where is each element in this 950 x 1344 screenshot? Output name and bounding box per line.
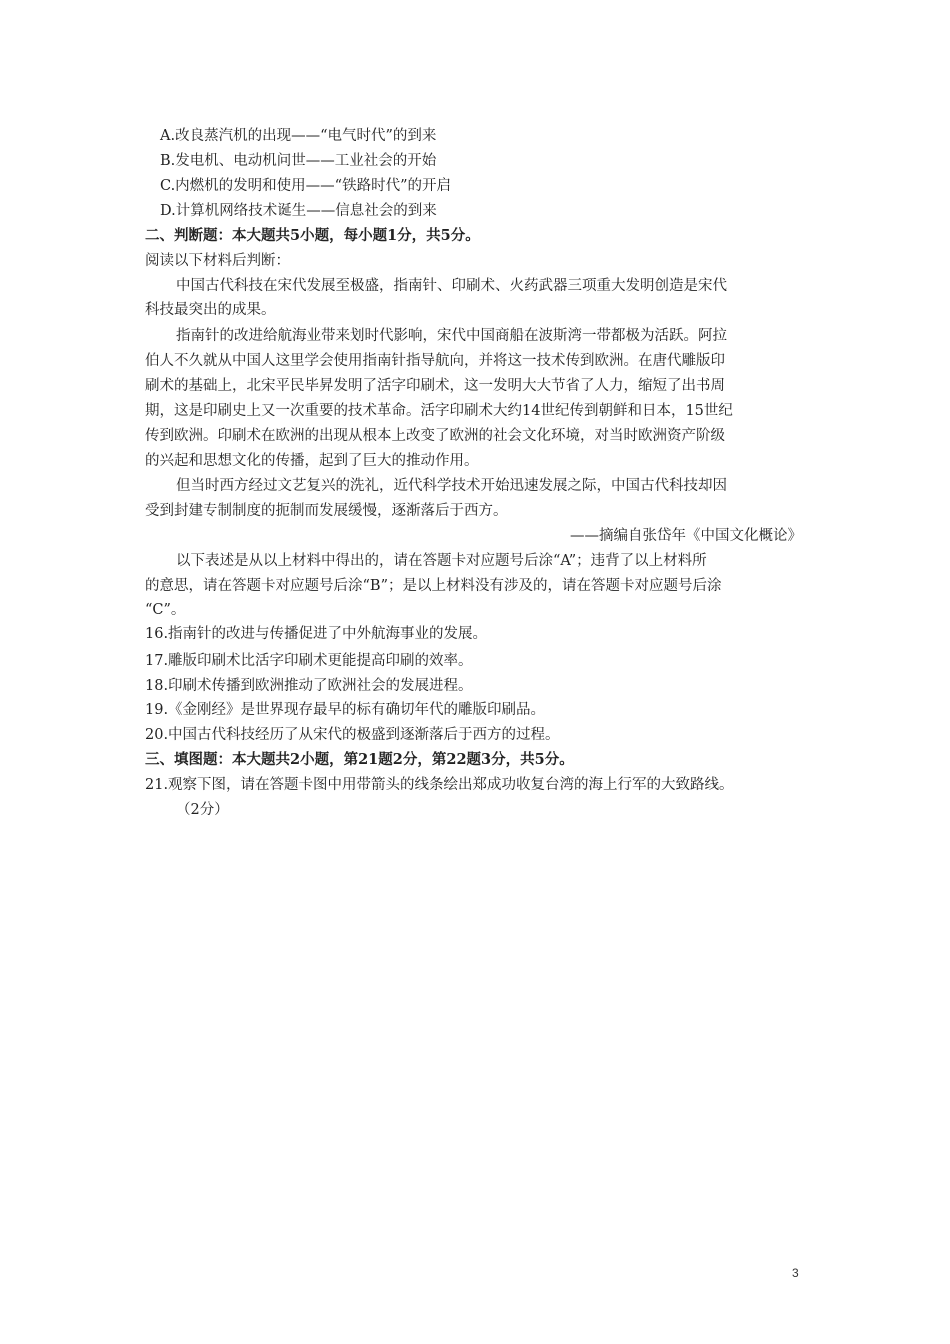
question-18: 18.印刷术传播到欧洲推动了欧洲社会的发展进程。 — [145, 678, 473, 694]
passage-line: 期，这是印刷史上又一次重要的技术革命。活字印刷术大约14世纪传到朝鲜和日本，15世纪 — [145, 403, 733, 419]
passage-line: 刷术的基础上，北宋平民毕昇发明了活字印刷术，这一发明大大节省了人力，缩短了出书周 — [145, 378, 725, 394]
question-17: 17.雕版印刷术比活字印刷术更能提高印刷的效率。 — [145, 653, 473, 669]
passage-source: ——摘编自张岱年《中国文化概论》 — [570, 528, 802, 544]
passage-line: 中国古代科技在宋代发展至极盛，指南针、印刷术、火药武器三项重大发明创造是宋代 — [176, 278, 727, 294]
passage-line: 伯人不久就从中国人这里学会使用指南针指导航向，并将这一技术传到欧洲。在唐代雕版印 — [145, 353, 725, 369]
question-21-points: （2分） — [176, 802, 229, 818]
instruction-line: 以下表述是从以上材料中得出的，请在答题卡对应题号后涂“A”；违背了以上材料所 — [176, 553, 707, 569]
option-a: A.改良蒸汽机的出现——“电气时代”的到来 — [160, 128, 437, 144]
passage-line: 指南针的改进给航海业带来划时代影响，宋代中国商船在波斯湾一带都极为活跃。阿拉 — [176, 328, 727, 344]
section2-heading: 二、判断题：本大题共5小题，每小题1分，共5分。 — [145, 227, 480, 244]
instruction-line: “C”。 — [145, 602, 186, 618]
question-21: 21.观察下图，请在答题卡图中用带箭头的线条绘出郑成功收复台湾的海上行军的大致路线。 — [145, 777, 734, 793]
passage-line: 的兴起和思想文化的传播，起到了巨大的推动作用。 — [145, 453, 479, 469]
option-d: D.计算机网络技术诞生——信息社会的到来 — [160, 203, 437, 219]
page-number: 3 — [792, 1266, 799, 1280]
section2-intro: 阅读以下材料后判断： — [145, 253, 290, 269]
question-20: 20.中国古代科技经历了从宋代的极盛到逐渐落后于西方的过程。 — [145, 727, 560, 743]
passage-line: 但当时西方经过文艺复兴的洗礼，近代科学技术开始迅速发展之际，中国古代科技却因 — [176, 478, 727, 494]
question-16: 16.指南针的改进与传播促进了中外航海事业的发展。 — [145, 626, 488, 642]
section3-heading: 三、填图题：本大题共2小题，第21题2分，第22题3分，共5分。 — [145, 751, 574, 768]
instruction-line: 的意思，请在答题卡对应题号后涂“B”；是以上材料没有涉及的，请在答题卡对应题号后涂 — [145, 578, 722, 594]
option-c: C.内燃机的发明和使用——“铁路时代”的开启 — [160, 178, 452, 194]
option-b: B.发电机、电动机问世——工业社会的开始 — [160, 153, 437, 169]
passage-line: 传到欧洲。印刷术在欧洲的出现从根本上改变了欧洲的社会文化环境，对当时欧洲资产阶级 — [145, 428, 725, 444]
passage-line: 科技最突出的成果。 — [145, 302, 276, 318]
passage-line: 受到封建专制制度的扼制而发展缓慢，逐渐落后于西方。 — [145, 503, 508, 519]
question-19: 19.《金刚经》是世界现存最早的标有确切年代的雕版印刷品。 — [145, 702, 546, 718]
